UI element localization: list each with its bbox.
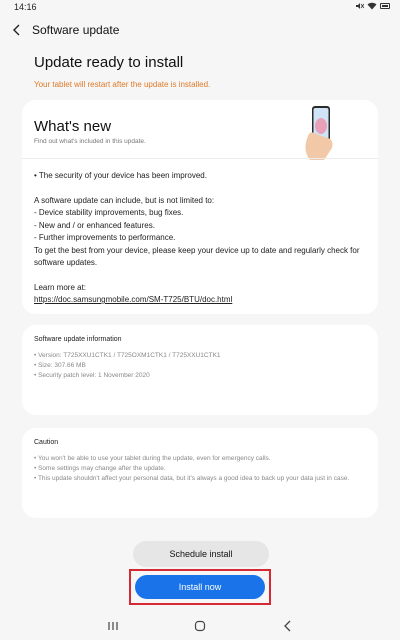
whats-new-line: - Device stability improvements, bug fixes. — [34, 208, 184, 217]
whats-new-line: - Further improvements to performance. — [34, 233, 176, 242]
restart-note: Your tablet will restart after the update is installed. — [34, 80, 211, 89]
navigation-bar — [0, 612, 400, 640]
caution-heading: Caution — [34, 439, 59, 446]
app-bar — [0, 14, 400, 46]
caution-line: • This update shouldn't affect your personal data, but it's always a good idea to back up your data just in case. — [34, 475, 350, 482]
update-info-line: • Security patch level: 1 November 2020 — [34, 372, 150, 379]
back-arrow-icon[interactable] — [8, 20, 26, 40]
recents-icon[interactable] — [101, 616, 125, 636]
install-now-button[interactable]: Install now — [135, 575, 265, 599]
app-bar-title: Software update — [32, 23, 120, 37]
whats-new-title: What's new — [34, 118, 112, 135]
wifi-icon — [367, 2, 377, 10]
whats-new-line: A software update can include, but is not limited to: — [34, 195, 215, 205]
page-title: Update ready to install — [34, 54, 184, 71]
caution-line: • Some settings may change after the update. — [34, 465, 166, 472]
whats-new-line: To get the best from your device, please keep your device up to date and regularly check for software updates. — [34, 245, 360, 267]
whats-new-line: Learn more at: — [34, 282, 87, 292]
whats-new-subtitle: Find out what's included in this update. — [34, 138, 146, 145]
caution-card — [22, 428, 378, 518]
status-bar — [0, 0, 400, 14]
whats-new-line: - New and / or enhanced features. — [34, 220, 155, 230]
nav-back-icon[interactable] — [276, 616, 300, 636]
battery-icon — [380, 3, 390, 9]
whats-new-line: • The security of your device has been improved. — [34, 171, 207, 180]
caution-line: • You won't be able to use your tablet during the update, even for emergency calls. — [34, 455, 271, 462]
update-info-line: • Version: T725XXU1CTK1 / T725OXM1CTK1 / T725XXU1CTK1 — [34, 352, 221, 359]
schedule-install-button[interactable]: Schedule install — [133, 541, 269, 567]
status-icons — [355, 2, 390, 10]
update-info-lines — [34, 351, 370, 381]
install-now-highlight — [129, 569, 271, 605]
caution-lines — [34, 454, 370, 484]
learn-more-link[interactable]: https://doc.samsungmobile.com/SM-T725/BTU/doc.html — [34, 295, 233, 304]
whats-new-body — [34, 170, 370, 307]
mute-icon — [355, 2, 364, 10]
phone-in-hand-icon — [294, 104, 344, 164]
whats-new-card — [22, 100, 378, 314]
update-info-card — [22, 325, 378, 415]
status-time: 14:16 — [14, 2, 37, 12]
divider — [22, 158, 378, 159]
update-info-line: • Size: 307.66 MB — [34, 362, 86, 369]
home-icon[interactable] — [188, 616, 212, 636]
update-info-heading: Software update information — [34, 336, 122, 343]
